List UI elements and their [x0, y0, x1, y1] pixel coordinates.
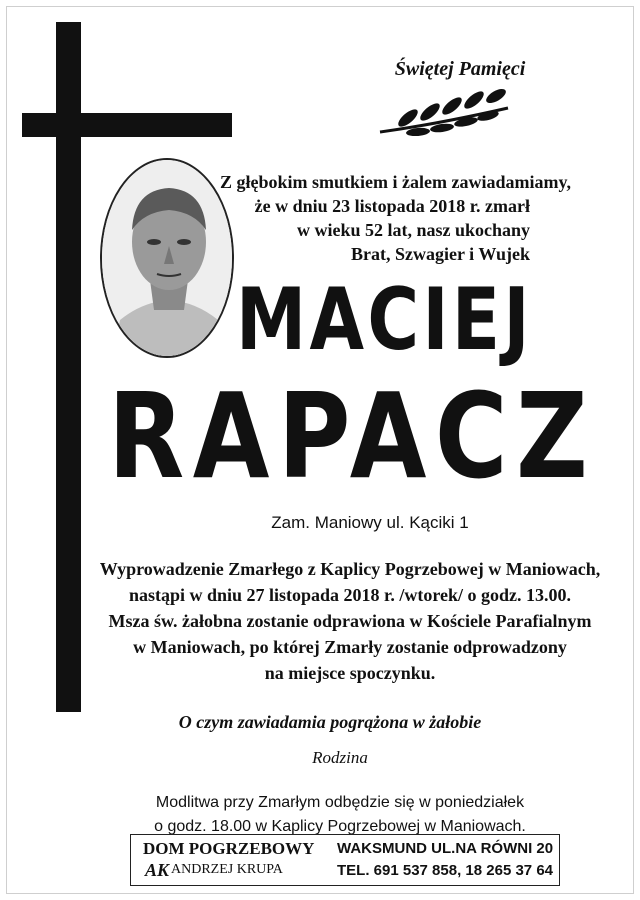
- funeral-home-monogram-logo: AK: [145, 860, 170, 880]
- funeral-detail-line: w Maniowach, po której Zmarły zostanie odprowadzony: [133, 637, 567, 657]
- intro-line: że w dniu 23 listopada 2018 r. zmarł: [254, 196, 530, 216]
- funeral-home-name: DOM POGRZEBOWY: [143, 839, 315, 858]
- intro-line: w wieku 52 lat, nasz ukochany: [296, 220, 530, 240]
- family-signature: Rodzina: [312, 748, 368, 767]
- deceased-portrait-photo: [100, 158, 234, 358]
- prayer-line: Modlitwa przy Zmarłym odbędzie się w poniedziałek: [155, 794, 525, 811]
- funeral-home-address: WAKSMUND UL.NA RÓWNI 20: [337, 840, 554, 857]
- prayer-line: o godz. 18.00 w Kaplicy Pogrzebowej w Maniowach.: [154, 818, 526, 835]
- cross-horizontal-bar: [22, 113, 232, 137]
- deceased-address: Zam. Maniowy ul. Kąciki 1: [271, 513, 469, 532]
- funeral-home-owner: ANDRZEJ KRUPA: [171, 862, 283, 877]
- intro-line: Brat, Szwagier i Wujek: [351, 244, 530, 264]
- funeral-detail-line: Msza św. żałobna zostanie odprawiona w Kościele Parafialnym: [108, 611, 592, 631]
- prayer-info: [120, 791, 560, 839]
- intro-line: Z głębokim smutkiem i żalem zawiadamiamy,: [220, 172, 571, 192]
- deceased-first-name: MACIEJ: [236, 270, 533, 370]
- memorial-heading: Świętej Pamięci: [394, 58, 526, 80]
- funeral-details: [70, 556, 630, 686]
- funeral-detail-line: nastąpi w dniu 27 listopada 2018 r. /wtorek/ o godz. 13.00.: [128, 585, 572, 605]
- deceased-last-name: RAPACZ: [108, 367, 597, 505]
- funeral-detail-line: na miejsce spoczynku.: [264, 663, 436, 683]
- announcement-intro: [220, 170, 571, 266]
- funeral-detail-line: Wyprowadzenie Zmarłego z Kaplicy Pogrzebowej w Maniowach,: [99, 559, 601, 579]
- funeral-home-footer: [130, 834, 560, 886]
- laurel-branch-icon: [378, 88, 518, 141]
- mourners-note: O czym zawiadamia pogrążona w żałobie: [178, 712, 482, 732]
- funeral-home-phones: TEL. 691 537 858, 18 265 37 64: [337, 862, 553, 879]
